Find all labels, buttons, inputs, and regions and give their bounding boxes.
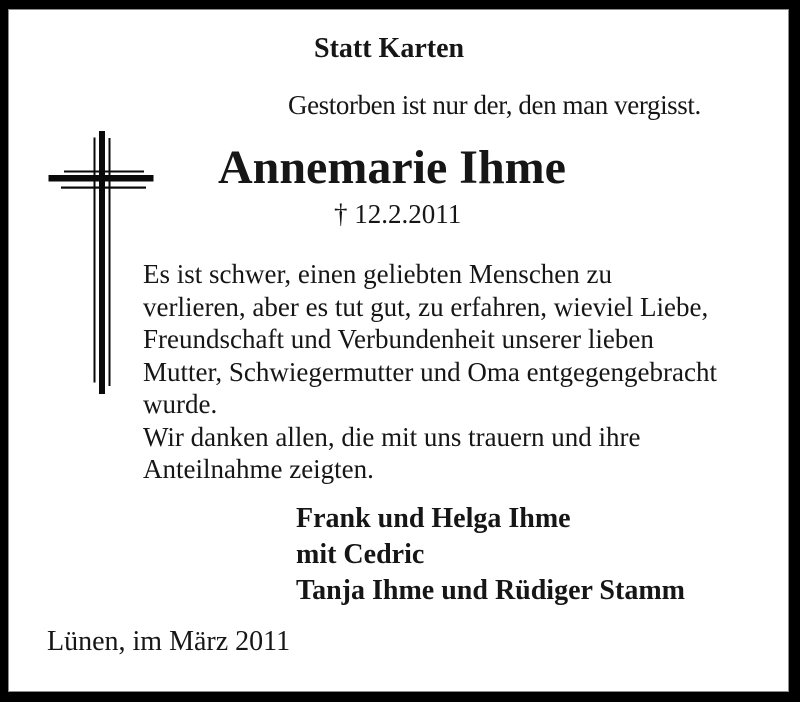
mourner-line: mit Cedric	[296, 539, 425, 570]
deceased-name: Annemarie Ihme	[218, 141, 566, 194]
mourners-list	[296, 501, 685, 609]
condolence-line: Anteilnahme zeigten.	[143, 454, 374, 484]
death-date: † 12.2.2011	[334, 199, 462, 229]
header-statt-karten: Statt Karten	[314, 33, 465, 64]
mourner-line: Tanja Ihme und Rüdiger Stamm	[296, 575, 685, 606]
mourner-line: Frank und Helga Ihme	[296, 503, 571, 534]
condolence-line: Mutter, Schwiegermutter und Oma entgegengebracht	[143, 356, 717, 387]
condolence-text	[143, 258, 717, 486]
condolence-line: verlieren, aber es tut gut, zu erfahren, wieviel Liebe,	[143, 291, 709, 322]
condolence-line: wurde.	[143, 389, 218, 419]
condolence-line: Es ist schwer, einen geliebten Menschen zu	[143, 259, 613, 289]
place-and-date: Lünen, im März 2011	[47, 626, 291, 657]
christian-cross-icon	[48, 129, 158, 399]
epigraph-quote: Gestorben ist nur der, den man vergisst.	[288, 90, 701, 120]
condolence-line: Wir danken allen, die mit uns trauern und ihre	[143, 421, 641, 452]
condolence-line: Freundschaft und Verbundenheit unserer lieben	[143, 324, 654, 354]
